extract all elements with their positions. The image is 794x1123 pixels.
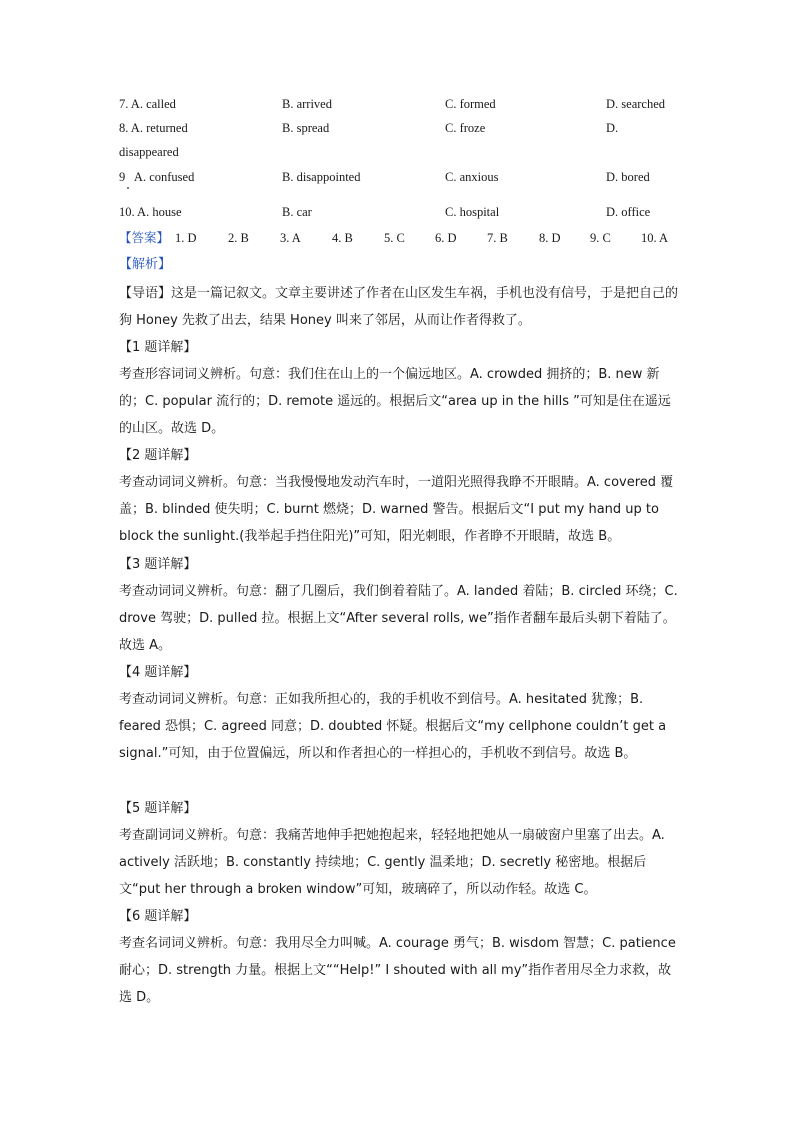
stray-dot	[127, 187, 129, 189]
option-a: 8. A. returned	[119, 121, 188, 135]
option-c: C. anxious	[445, 170, 499, 184]
detail-heading: 【2 题详解】	[119, 448, 197, 463]
answer-item: 1. D	[175, 231, 197, 245]
detail-heading: 【4 题详解】	[119, 665, 197, 680]
detail-section-6	[119, 903, 679, 1011]
detail-section-4	[119, 659, 679, 767]
option-row-10	[119, 202, 679, 222]
option-d: D. searched	[606, 97, 665, 111]
option-d: D. bored	[606, 170, 650, 184]
detail-section-2	[119, 442, 679, 550]
detail-text: 考查动词词义辨析。句意：翻了几圈后，我们倒着着陆了。A. landed 着陆；B. circled 环绕；C. drove 驾驶；D. pulled 拉。根据上文“After several rolls, we”指作者翻车最后头朝下着陆了。故选 A。	[119, 584, 678, 653]
detail-text: 考查形容词词义辨析。句意：我们住在山上的一个偏远地区。A. crowded 拥挤的；B. new 新的；C. popular 流行的；D. remote 遥远的。根据后文“area up in the hills ”可知是住在遥远的山区。故选 D。	[119, 367, 671, 436]
answer-item: 6. D	[435, 231, 457, 245]
option-c: C. froze	[445, 121, 486, 135]
option-a: 7. A. called	[119, 97, 176, 111]
option-b: B. spread	[282, 121, 330, 135]
answer-item: 8. D	[539, 231, 561, 245]
answer-line	[119, 228, 679, 248]
detail-heading: 【1 题详解】	[119, 340, 197, 355]
option-row-9	[119, 167, 679, 187]
detail-section-5	[119, 795, 679, 903]
guide-paragraph	[119, 280, 679, 334]
detail-section-1	[119, 334, 679, 442]
option-row-7	[119, 94, 679, 114]
option-b: B. disappointed	[282, 170, 361, 184]
option-row-8	[119, 118, 679, 138]
option-wrap-word: disappeared	[119, 145, 179, 159]
option-a: 10. A. house	[119, 205, 182, 219]
answer-item: 4. B	[332, 231, 353, 245]
option-c: C. formed	[445, 97, 496, 111]
detail-text: 考查名词词义辨析。句意：我用尽全力叫喊。A. courage 勇气；B. wisdom 智慧；C. patience 耐心；D. strength 力量。根据上文““Help!” I shouted with all my”指作者用尽全力求救，故选 D。	[119, 936, 676, 1005]
option-a: 9 A. confused	[119, 170, 195, 184]
guide-text: 这是一篇记叙文。文章主要讲述了作者在山区发生车祸，手机也没有信号，于是把自己的狗 Honey 先救了出去，结果 Honey 叫来了邻居，从而让作者得救了。	[119, 286, 679, 328]
answer-item: 10. A	[641, 231, 669, 245]
answer-label: 【答案】	[119, 230, 170, 245]
option-c: C. hospital	[445, 205, 500, 219]
answer-item: 7. B	[487, 231, 508, 245]
detail-heading: 【3 题详解】	[119, 557, 197, 572]
detail-text: 考查动词词义辨析。句意：正如我所担心的，我的手机收不到信号。A. hesitated 犹豫；B. feared 恐惧；C. agreed 同意；D. doubted 怀疑。根据后文“my cellphone couldn’t get a signal.”可知，由于位置偏远，所以和作者担心的一样担心的，手机收不到信号。故选 B。	[119, 692, 667, 761]
answer-item: 9. C	[590, 231, 611, 245]
option-d: D. office	[606, 205, 651, 219]
answer-item: 5. C	[384, 231, 405, 245]
analysis-label: 【解析】	[119, 257, 172, 272]
answer-item: 3. A	[280, 231, 301, 245]
detail-section-3	[119, 551, 679, 659]
detail-text: 考查副词词义辨析。句意：我痛苦地伸手把她抱起来，轻轻地把她从一扇破窗户里塞了出去。A. actively 活跃地；B. constantly 持续地；C. gently 温柔地；D. secretly 秘密地。根据后文“put her through a broken window”可知，玻璃碎了，所以动作轻。故选 C。	[119, 828, 665, 897]
detail-text: 考查动词词义辨析。句意：当我慢慢地发动汽车时，一道阳光照得我睁不开眼睛。A. covered 覆盖；B. blinded 使失明；C. burnt 燃烧；D. warned 警告。根据后文“I put my hand up to block the sunlight.(我举起手挡住阳光)”可知，阳光刺眼，作者睁不开眼睛，故选 B。	[119, 475, 674, 544]
option-b: B. arrived	[282, 97, 332, 111]
answer-item: 2. B	[228, 231, 249, 245]
option-b: B. car	[282, 205, 312, 219]
guide-label: 【导语】	[119, 286, 172, 301]
detail-heading: 【5 题详解】	[119, 801, 197, 816]
option-d: D.	[606, 121, 619, 135]
detail-heading: 【6 题详解】	[119, 909, 197, 924]
